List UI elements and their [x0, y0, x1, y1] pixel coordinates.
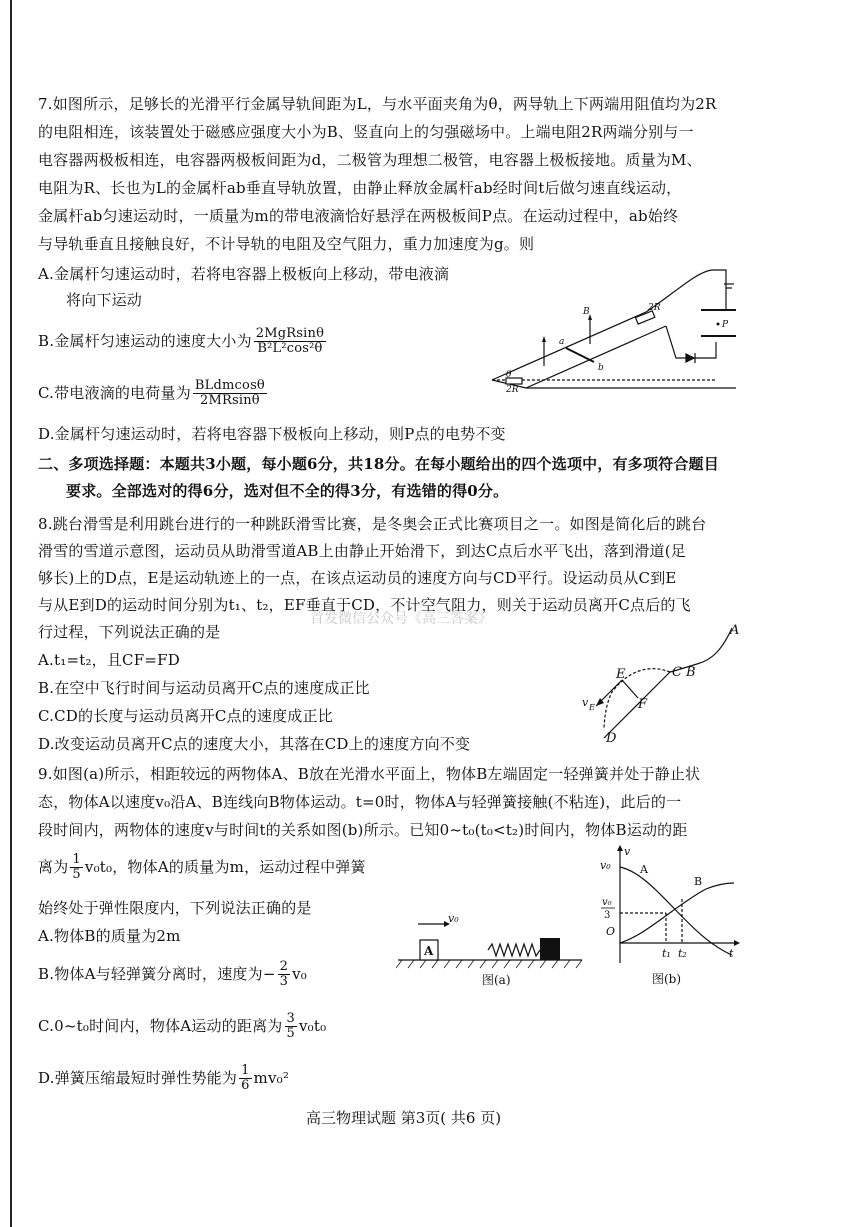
q7-option-c — [38, 379, 269, 409]
q9-option-b-fraction — [278, 960, 290, 990]
label-b: b — [598, 363, 604, 373]
q8-option-c: C.CD的长度与运动员离开C点的速度成正比 — [38, 707, 333, 725]
q7-stem-line-3: 电容器两极板相连，电容器两极板间距为d，二极管为理想二极管，电容器上极板接地。质量为M、 — [38, 151, 702, 169]
q9-option-c-fraction — [285, 1012, 297, 1042]
page-footer: 高三物理试题 第3页( 共6 页) — [306, 1109, 502, 1127]
wire-bottom — [666, 326, 716, 358]
diode-icon — [686, 354, 694, 362]
q8-option-a: A.t₁=t₂，且CF=FD — [38, 651, 180, 669]
q8-stem-line-1: 8.跳台滑雪是利用跳台进行的一种跳跃滑雪比赛，是冬奥会正式比赛项目之一。如图是简化后的跳台 — [38, 515, 707, 533]
q9-stem-line-5: 始终处于弹性限度内，下列说法正确的是 — [38, 899, 312, 917]
caption-figure-a: 图(a) — [482, 973, 511, 987]
q9-option-c-text: C.0~t₀时间内，物体A运动的距离为 — [38, 1016, 283, 1035]
q8-ski-jump-figure — [572, 620, 752, 750]
section-2-heading-cont: 要求。全部选对的得6分，选对但不全的得3分，有选错的得0分。 — [66, 482, 509, 500]
block-b — [540, 938, 560, 960]
q9-option-b-denominator: 3 — [279, 974, 289, 990]
watermark: 首发微信公众号《高三答案》 — [310, 611, 492, 627]
q7-option-a: A.金属杆匀速运动时，若将电容器上极板向上移动，带电液滴 — [38, 265, 450, 283]
label-ve-subscript: E — [589, 703, 595, 712]
q9-option-d-numerator: 1 — [241, 1063, 250, 1078]
q7-option-b — [38, 327, 328, 357]
q9-option-b-text: B.物体A与轻弹簧分离时，速度为− — [38, 964, 276, 983]
q9-stem-line-4 — [38, 853, 366, 883]
q9-option-d-text: D.弹簧压缩最短时弹性势能为 — [38, 1068, 238, 1087]
q9-stem-line-2: 态，物体A以速度v₀沿A、B连线向B物体运动。t=0时，物体A与轻弹簧接触(不粘连)，此后的一 — [38, 793, 682, 811]
q9-option-d — [38, 1064, 289, 1094]
curve-a — [620, 867, 732, 955]
slope-cd — [604, 672, 670, 738]
q9-option-a: A.物体B的质量为2m — [38, 927, 181, 945]
v-axis-arrowhead — [617, 845, 623, 851]
arrowhead-1 — [542, 336, 546, 342]
label-c: C — [672, 665, 682, 680]
label-lower-resistor: 2R — [506, 385, 519, 395]
q9-option-c-numerator: 3 — [286, 1011, 295, 1026]
q9-line-4-prefix: 离为 — [38, 857, 69, 876]
label-b-field: B — [583, 307, 590, 317]
label-curve-a: A — [640, 863, 648, 876]
q9-option-d-suffix: mv₀² — [253, 1068, 290, 1087]
q9-option-b-suffix: v₀ — [292, 964, 307, 983]
q7-rail-circuit-figure — [486, 262, 746, 402]
point-p — [717, 323, 720, 326]
label-upper-resistor: 2R — [648, 303, 661, 313]
q9-option-c-suffix: v₀t₀ — [298, 1016, 327, 1035]
segment-ef — [622, 680, 638, 698]
label-a: a — [559, 337, 565, 347]
q7-option-c-denominator: 2MRsinθ — [200, 393, 260, 409]
label-theta: θ — [506, 370, 512, 380]
rail-upper — [492, 312, 646, 380]
section-2-heading: 二、多项选择题：本题共3小题，每小题6分，共18分。在每小题给出的四个选项中，有多项符合题目 — [38, 455, 719, 473]
trajectory-curve — [604, 669, 670, 728]
q8-option-b: B.在空中飞行时间与运动员离开C点的速度成正比 — [38, 679, 370, 697]
label-f: F — [638, 697, 648, 712]
q9-figure-b-velocity-graph — [596, 845, 746, 990]
label-t2: t₂ — [678, 947, 687, 960]
q9-option-b-numerator: 2 — [279, 959, 289, 974]
q7-option-b-denominator: B²L²cos²θ — [257, 341, 323, 357]
q7-option-c-numerator: BLdmcosθ — [194, 378, 265, 393]
q8-stem-line-5: 行过程，下列说法正确的是 — [38, 623, 221, 641]
label-p: P — [722, 320, 729, 330]
spring — [488, 944, 540, 956]
q7-option-b-numerator: 2MgRsinθ — [255, 326, 325, 341]
page-edge-line — [10, 0, 12, 1227]
q7-stem-line-2: 的电阻相连，该装置处于磁感应强度大小为B、竖直向上的匀强磁场中。上端电阻2R两端分别与一 — [38, 123, 694, 141]
q7-option-d: D.金属杆匀速运动时，若将电容器下极板向上移动，则P点的电势不变 — [38, 425, 506, 443]
label-ve: v — [582, 696, 589, 709]
q9-option-c-denominator: 5 — [286, 1026, 295, 1042]
label-v0: v₀ — [448, 912, 459, 925]
floor-hatching — [396, 960, 582, 968]
q7-option-a-cont: 将向下运动 — [66, 291, 143, 309]
q9-option-c — [38, 1012, 326, 1042]
q9-option-b — [38, 960, 307, 990]
label-v0-tick: v₀ — [600, 859, 611, 872]
q9-stem-line-1: 9.如图(a)所示，相距较远的两物体A、B放在光滑水平面上，物体B左端固定一轻弹簧并处于静止状 — [38, 765, 701, 783]
label-origin: O — [606, 925, 616, 938]
q9-figure-a — [396, 912, 586, 992]
q9-line-4-denominator: 5 — [72, 867, 81, 883]
label-e: E — [616, 667, 626, 682]
q7-stem-line-5: 金属杆ab匀速运动时，一质量为m的带电液滴恰好悬浮在两极板间P点。在运动过程中，ab始终 — [38, 207, 679, 225]
label-t-axis: t — [729, 947, 734, 960]
q8-stem-line-2: 滑雪的雪道示意图，运动员从助滑雪道AB上由静止开始滑下，到达C点后水平飞出，落到滑道(足 — [38, 542, 686, 560]
label-v0-over-3-numerator: v₀ — [602, 897, 612, 908]
q9-line-4-fraction — [70, 853, 82, 883]
q7-option-c-text: C.带电液滴的电荷量为 — [38, 383, 191, 402]
q8-stem-line-3: 够长)上的D点，E是运动轨迹上的一点，在该点运动员的速度方向与CD平行。设运动员从C到E — [38, 569, 677, 587]
q7-option-b-fraction — [254, 327, 326, 357]
rod-ab — [566, 348, 594, 362]
t-axis-arrowhead — [734, 940, 740, 946]
label-block-a: A — [424, 944, 434, 958]
q9-option-d-fraction — [239, 1064, 251, 1094]
label-b: B — [686, 665, 696, 680]
label-a: A — [730, 623, 740, 638]
q7-stem-line-6: 与导轨垂直且接触良好，不计导轨的电阻及空气阻力，重力加速度为g。则 — [38, 235, 535, 253]
q8-stem-line-4: 与从E到D的运动时间分别为t₁、t₂，EF垂直于CD，不计空气阻力，则关于运动员离开C点后的飞 — [38, 596, 691, 614]
caption-figure-b: 图(b) — [652, 972, 682, 986]
q7-option-b-text: B.金属杆匀速运动的速度大小为 — [38, 331, 252, 350]
q7-stem-line-4: 电阻为R、长也为L的金属杆ab垂直导轨放置，由静止释放金属杆ab经时间t后做匀速直线运动， — [38, 179, 682, 197]
q7-stem-line-1: 7.如图所示，足够长的光滑平行金属导轨间距为L，与水平面夹角为θ，两导轨上下两端用阻值均为2R — [38, 95, 717, 113]
label-v-axis: v — [624, 845, 631, 858]
q8-option-d: D.改变运动员离开C点的速度大小，其落在CD上的速度方向不变 — [38, 735, 471, 753]
q9-option-d-denominator: 6 — [241, 1078, 250, 1094]
rail-lower — [526, 326, 666, 388]
label-t1: t₁ — [662, 947, 671, 960]
label-d: D — [606, 731, 617, 746]
q9-line-4-suffix: v₀t₀，物体A的质量为m，运动过程中弹簧 — [84, 857, 366, 876]
q9-line-4-numerator: 1 — [72, 852, 81, 867]
label-curve-b: B — [694, 875, 703, 888]
label-v0-over-3-denominator: 3 — [604, 910, 611, 921]
q7-option-c-fraction — [193, 379, 267, 409]
q9-stem-line-3: 段时间内，两物体的速度v与时间t的关系如图(b)所示。已知0~t₀(t₀<t₂)时间内，物体B运动的距 — [38, 821, 688, 839]
